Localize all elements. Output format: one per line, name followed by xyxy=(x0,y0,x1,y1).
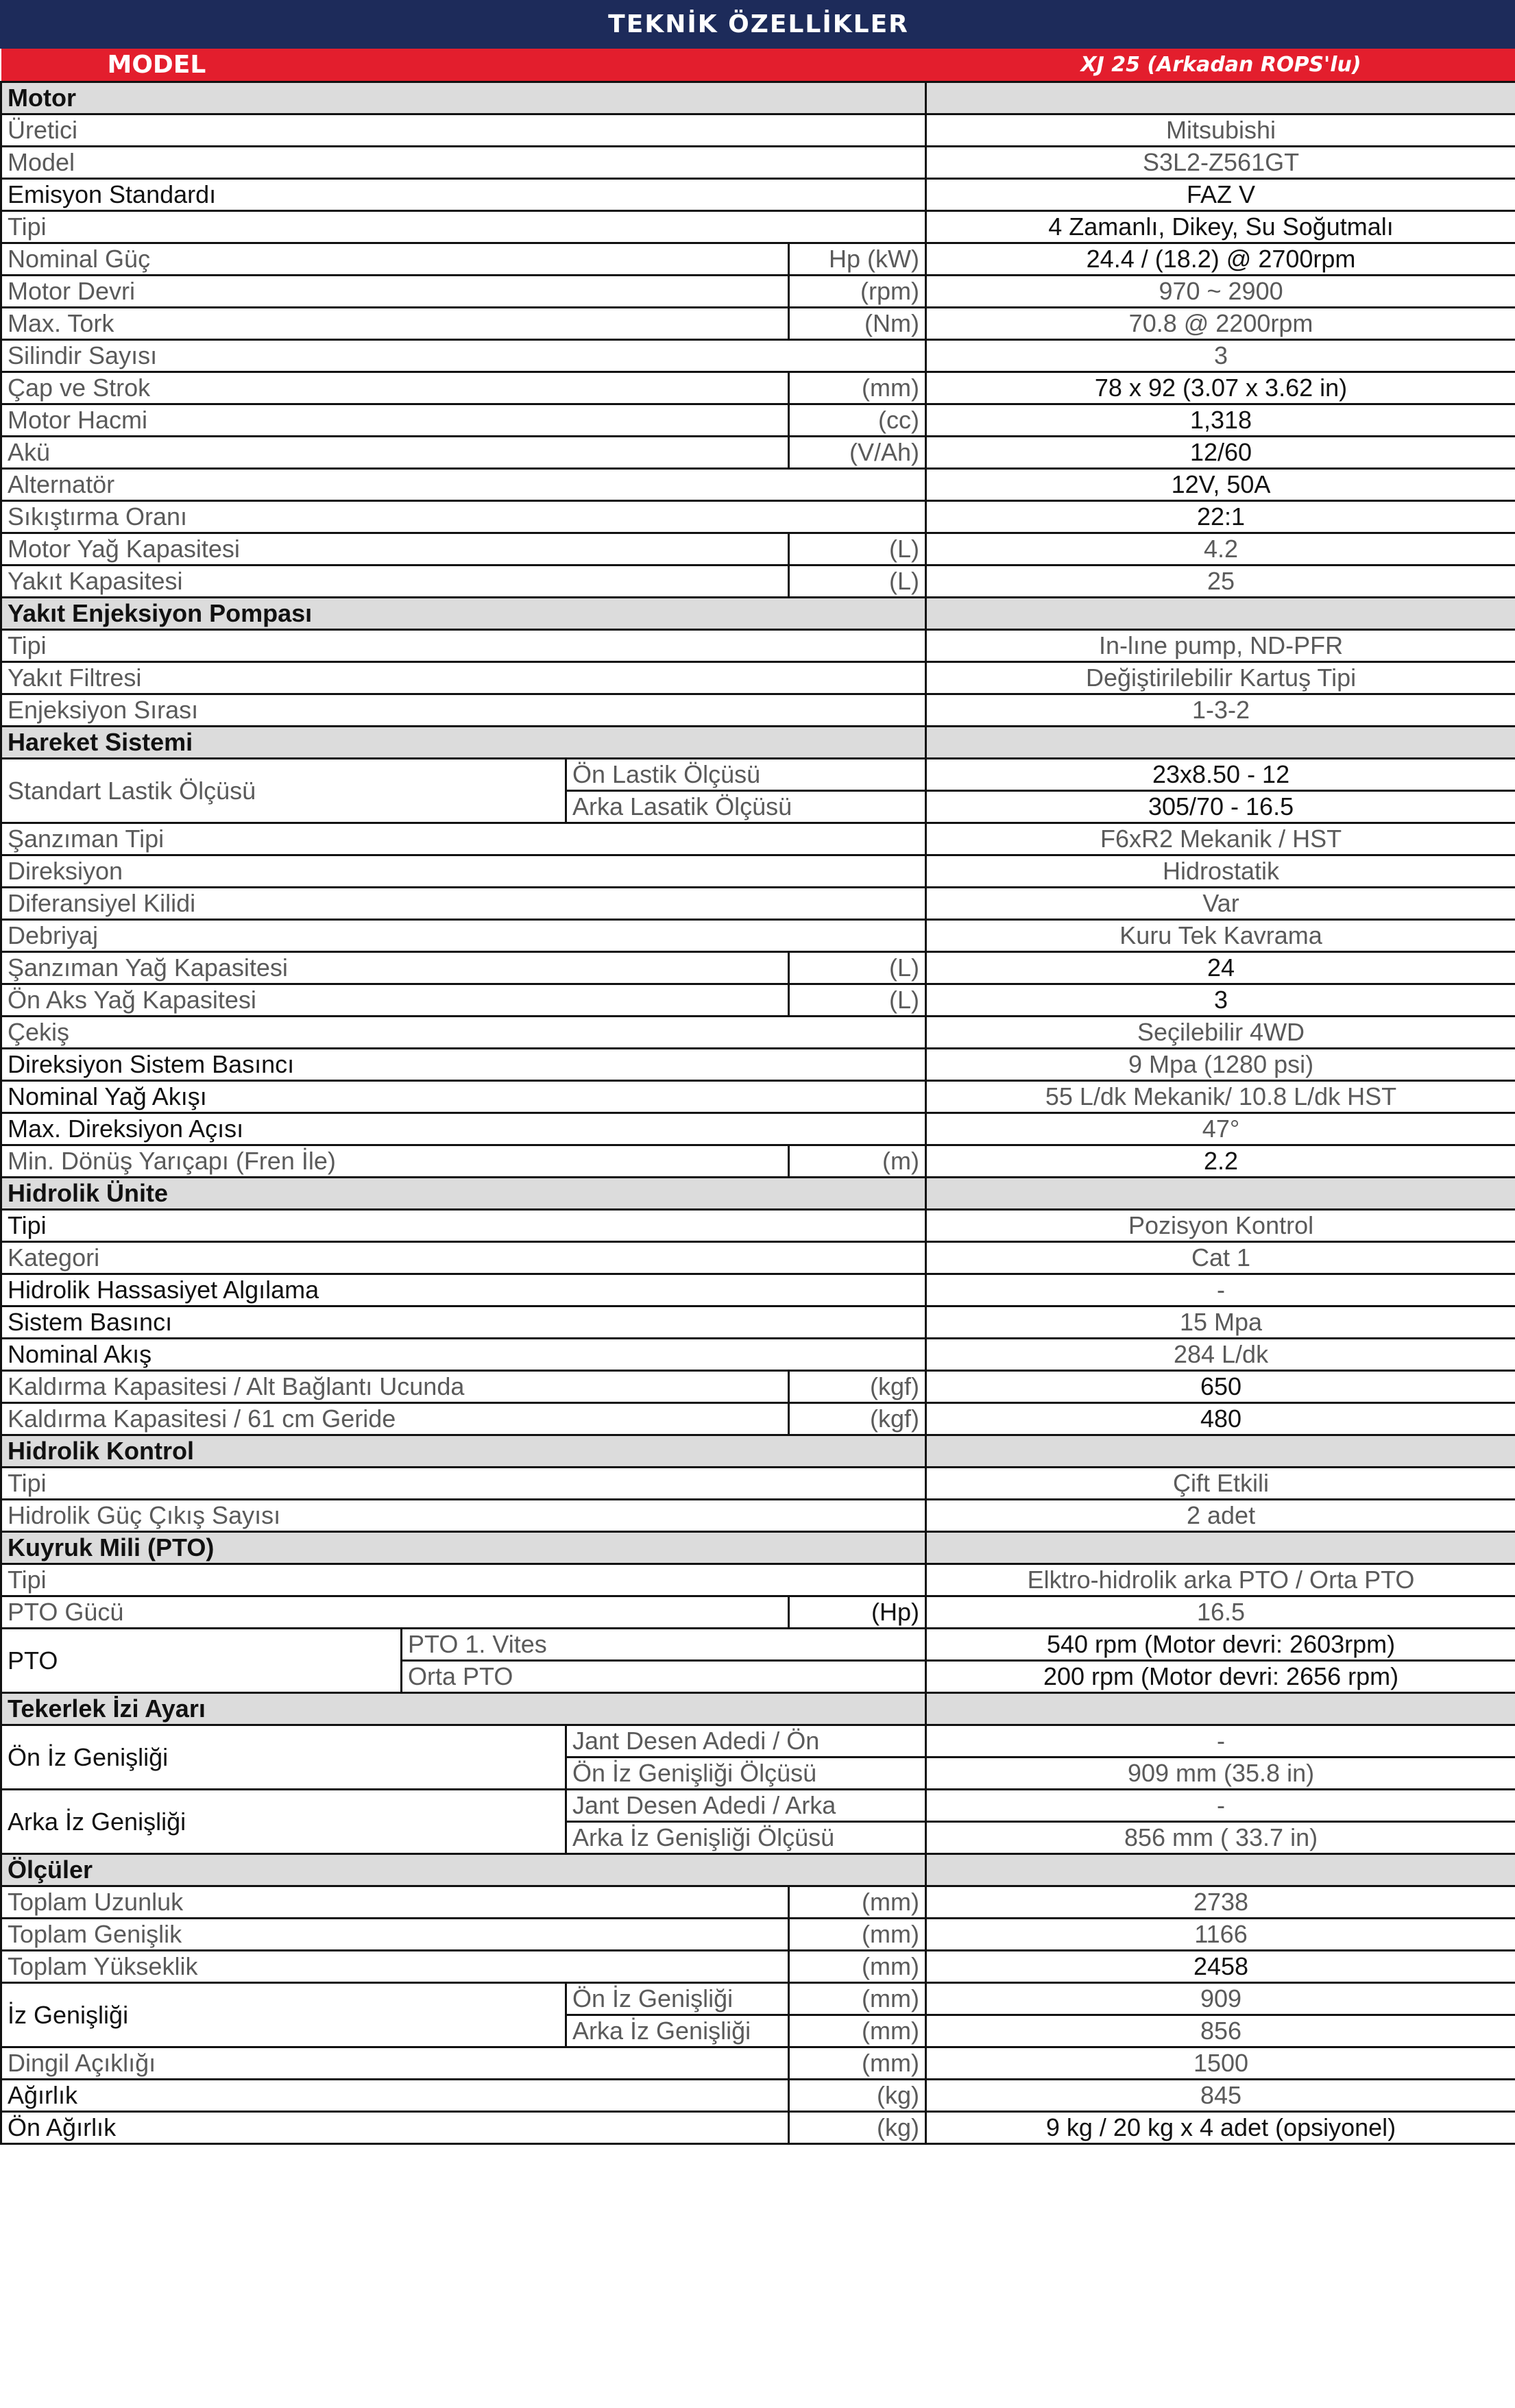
spec-value: 55 L/dk Mekanik/ 10.8 L/dk HST xyxy=(926,1081,1515,1113)
spec-value: - xyxy=(926,1274,1515,1306)
spec-row xyxy=(1,1145,1515,1178)
spec-unit: Hp (kW) xyxy=(789,243,926,276)
spec-label: Dingil Açıklığı xyxy=(1,2047,789,2080)
spec-sub-label: Ön İz Genişliği Ölçüsü xyxy=(566,1758,926,1790)
spec-group-label: Ön İz Genişliği xyxy=(1,1725,566,1790)
spec-row xyxy=(1,984,1515,1017)
spec-row xyxy=(1,1210,1515,1242)
spec-label: Diferansiyel Kilidi xyxy=(1,888,926,920)
spec-label: Kategori xyxy=(1,1242,926,1274)
spec-value: 650 xyxy=(926,1371,1515,1403)
spec-row xyxy=(1,1500,1515,1532)
spec-label: Çap ve Strok xyxy=(1,372,789,404)
spec-row xyxy=(1,1919,1515,1951)
spec-label: PTO Gücü xyxy=(1,1596,789,1629)
spec-row xyxy=(1,243,1515,276)
spec-label: Tipi xyxy=(1,1210,926,1242)
spec-unit: (V/Ah) xyxy=(789,437,926,469)
spec-row xyxy=(1,2047,1515,2080)
spec-row xyxy=(1,501,1515,533)
spec-row xyxy=(1,1629,1515,1661)
section-header-row xyxy=(1,598,1515,630)
spec-label: Silindir Sayısı xyxy=(1,340,926,372)
spec-label: Tipi xyxy=(1,1468,926,1500)
spec-row xyxy=(1,1339,1515,1371)
spec-unit: (kgf) xyxy=(789,1403,926,1435)
spec-value: Değiştirilebilir Kartuş Tipi xyxy=(926,662,1515,694)
spec-unit: (mm) xyxy=(789,1919,926,1951)
spec-label: Yakıt Filtresi xyxy=(1,662,926,694)
spec-unit: (L) xyxy=(789,565,926,598)
section-header-row xyxy=(1,1693,1515,1725)
spec-group-label: PTO xyxy=(1,1629,402,1693)
spec-unit: (kg) xyxy=(789,2112,926,2144)
spec-value: 70.8 @ 2200rpm xyxy=(926,308,1515,340)
spec-sub-label: Orta PTO xyxy=(402,1661,926,1693)
spec-row xyxy=(1,759,1515,791)
spec-label: Kaldırma Kapasitesi / Alt Bağlantı Ucunda xyxy=(1,1371,789,1403)
spec-row xyxy=(1,2112,1515,2144)
spec-label: Direksiyon xyxy=(1,855,926,888)
spec-label: Nominal Güç xyxy=(1,243,789,276)
spec-value: 24.4 / (18.2) @ 2700rpm xyxy=(926,243,1515,276)
spec-value: Seçilebilir 4WD xyxy=(926,1017,1515,1049)
spec-group-label: Standart Lastik Ölçüsü xyxy=(1,759,566,823)
spec-value: - xyxy=(926,1790,1515,1822)
spec-label: Enjeksiyon Sırası xyxy=(1,694,926,727)
spec-label: Sistem Basıncı xyxy=(1,1306,926,1339)
spec-label: Ön Ağırlık xyxy=(1,2112,789,2144)
spec-value: Var xyxy=(926,888,1515,920)
spec-row xyxy=(1,1564,1515,1596)
spec-unit: (kgf) xyxy=(789,1371,926,1403)
spec-row xyxy=(1,340,1515,372)
spec-value: FAZ V xyxy=(926,179,1515,211)
spec-row xyxy=(1,694,1515,727)
spec-unit: (cc) xyxy=(789,404,926,437)
section-header-row xyxy=(1,727,1515,759)
spec-unit: (mm) xyxy=(789,1951,926,1983)
spec-row xyxy=(1,1468,1515,1500)
spec-label: Alternatör xyxy=(1,469,926,501)
spec-row xyxy=(1,630,1515,662)
spec-label: Akü xyxy=(1,437,789,469)
spec-label: Toplam Genişlik xyxy=(1,1919,789,1951)
spec-label: Model xyxy=(1,147,926,179)
spec-value: 47° xyxy=(926,1113,1515,1145)
spec-row xyxy=(1,823,1515,855)
spec-label: Çekiş xyxy=(1,1017,926,1049)
spec-label: Direksiyon Sistem Basıncı xyxy=(1,1049,926,1081)
spec-value: F6xR2 Mekanik / HST xyxy=(926,823,1515,855)
section-title: Hidrolik Kontrol xyxy=(1,1435,926,1468)
spec-row xyxy=(1,1886,1515,1919)
spec-value: 4 Zamanlı, Dikey, Su Soğutmalı xyxy=(926,211,1515,243)
spec-sub-label: PTO 1. Vites xyxy=(402,1629,926,1661)
spec-unit: (L) xyxy=(789,952,926,984)
spec-unit: (mm) xyxy=(789,2015,926,2047)
spec-label: Sıkıştırma Oranı xyxy=(1,501,926,533)
spec-row xyxy=(1,1081,1515,1113)
spec-value: 9 Mpa (1280 psi) xyxy=(926,1049,1515,1081)
spec-row xyxy=(1,147,1515,179)
spec-row xyxy=(1,1113,1515,1145)
spec-label: Tipi xyxy=(1,1564,926,1596)
spec-row xyxy=(1,1790,1515,1822)
section-header-row xyxy=(1,1854,1515,1886)
spec-unit: (Nm) xyxy=(789,308,926,340)
spec-value: 540 rpm (Motor devri: 2603rpm) xyxy=(926,1629,1515,1661)
spec-value: 25 xyxy=(926,565,1515,598)
spec-row xyxy=(1,855,1515,888)
section-title: Motor xyxy=(1,82,926,114)
spec-row xyxy=(1,1596,1515,1629)
spec-row xyxy=(1,662,1515,694)
section-value-blank xyxy=(926,1435,1515,1468)
spec-row xyxy=(1,2080,1515,2112)
spec-row xyxy=(1,1725,1515,1758)
section-title: Tekerlek İzi Ayarı xyxy=(1,1693,926,1725)
spec-label: Motor Yağ Kapasitesi xyxy=(1,533,789,565)
spec-label: Motor Hacmi xyxy=(1,404,789,437)
spec-value: 2.2 xyxy=(926,1145,1515,1178)
spec-value: 970 ~ 2900 xyxy=(926,276,1515,308)
spec-unit: (Hp) xyxy=(789,1596,926,1629)
spec-value: 23x8.50 - 12 xyxy=(926,759,1515,791)
spec-value: 12V, 50A xyxy=(926,469,1515,501)
spec-label: Hidrolik Hassasiyet Algılama xyxy=(1,1274,926,1306)
spec-label: Tipi xyxy=(1,211,926,243)
spec-value: 4.2 xyxy=(926,533,1515,565)
section-value-blank xyxy=(926,727,1515,759)
spec-label: Yakıt Kapasitesi xyxy=(1,565,789,598)
spec-value: 2 adet xyxy=(926,1500,1515,1532)
spec-row xyxy=(1,1049,1515,1081)
spec-row xyxy=(1,533,1515,565)
spec-value: Pozisyon Kontrol xyxy=(926,1210,1515,1242)
section-value-blank xyxy=(926,82,1515,114)
spec-value: 856 mm ( 33.7 in) xyxy=(926,1822,1515,1854)
spec-sub-label: Arka Lasatik Ölçüsü xyxy=(566,791,926,823)
spec-row xyxy=(1,1403,1515,1435)
spec-value: 200 rpm (Motor devri: 2656 rpm) xyxy=(926,1661,1515,1693)
spec-label: Şanzıman Tipi xyxy=(1,823,926,855)
section-value-blank xyxy=(926,598,1515,630)
spec-row xyxy=(1,1951,1515,1983)
spec-unit: (mm) xyxy=(789,1983,926,2015)
spec-value: 2738 xyxy=(926,1886,1515,1919)
spec-label: Motor Devri xyxy=(1,276,789,308)
spec-unit: (m) xyxy=(789,1145,926,1178)
section-header-row xyxy=(1,1435,1515,1468)
spec-sub-label: Ön İz Genişliği xyxy=(566,1983,789,2015)
spec-value: 1-3-2 xyxy=(926,694,1515,727)
spec-row xyxy=(1,404,1515,437)
spec-row xyxy=(1,179,1515,211)
spec-value: In-lıne pump, ND-PFR xyxy=(926,630,1515,662)
section-title: Kuyruk Mili (PTO) xyxy=(1,1532,926,1564)
spec-value: Cat 1 xyxy=(926,1242,1515,1274)
spec-row xyxy=(1,1274,1515,1306)
spec-unit: (mm) xyxy=(789,372,926,404)
spec-unit: (mm) xyxy=(789,1886,926,1919)
spec-row xyxy=(1,211,1515,243)
spec-unit: (L) xyxy=(789,984,926,1017)
spec-value: 22:1 xyxy=(926,501,1515,533)
section-value-blank xyxy=(926,1178,1515,1210)
spec-value: 480 xyxy=(926,1403,1515,1435)
spec-row xyxy=(1,1017,1515,1049)
spec-value: Mitsubishi xyxy=(926,114,1515,147)
spec-row xyxy=(1,276,1515,308)
spec-sub-label: Jant Desen Adedi / Ön xyxy=(566,1725,926,1758)
spec-label: Ön Aks Yağ Kapasitesi xyxy=(1,984,789,1017)
section-header-row xyxy=(1,82,1515,114)
spec-label: Nominal Yağ Akışı xyxy=(1,1081,926,1113)
spec-value: 12/60 xyxy=(926,437,1515,469)
spec-value: 1500 xyxy=(926,2047,1515,2080)
spec-value: 2458 xyxy=(926,1951,1515,1983)
spec-value: Elktro-hidrolik arka PTO / Orta PTO xyxy=(926,1564,1515,1596)
spec-value: 3 xyxy=(926,340,1515,372)
spec-value: Kuru Tek Kavrama xyxy=(926,920,1515,952)
spec-row xyxy=(1,1306,1515,1339)
spec-label: Nominal Akış xyxy=(1,1339,926,1371)
page-title: TEKNİK ÖZELLİKLER xyxy=(1,1,1515,48)
section-value-blank xyxy=(926,1854,1515,1886)
spec-label: Kaldırma Kapasitesi / 61 cm Geride xyxy=(1,1403,789,1435)
spec-row xyxy=(1,308,1515,340)
spec-label: Toplam Yükseklik xyxy=(1,1951,789,1983)
spec-unit: (kg) xyxy=(789,2080,926,2112)
spec-label: Toplam Uzunluk xyxy=(1,1886,789,1919)
spec-group-label: Arka İz Genişliği xyxy=(1,1790,566,1854)
spec-value: 909 mm (35.8 in) xyxy=(926,1758,1515,1790)
spec-value: 909 xyxy=(926,1983,1515,2015)
spec-row xyxy=(1,1371,1515,1403)
spec-value: 78 x 92 (3.07 x 3.62 in) xyxy=(926,372,1515,404)
spec-value: 24 xyxy=(926,952,1515,984)
spec-value: Hidrostatik xyxy=(926,855,1515,888)
spec-value: 16.5 xyxy=(926,1596,1515,1629)
spec-row xyxy=(1,372,1515,404)
section-title: Yakıt Enjeksiyon Pompası xyxy=(1,598,926,630)
spec-value: 15 Mpa xyxy=(926,1306,1515,1339)
section-title: Ölçüler xyxy=(1,1854,926,1886)
spec-value: 284 L/dk xyxy=(926,1339,1515,1371)
spec-label: Max. Tork xyxy=(1,308,789,340)
spec-value: S3L2-Z561GT xyxy=(926,147,1515,179)
spec-unit: (mm) xyxy=(789,2047,926,2080)
section-value-blank xyxy=(926,1693,1515,1725)
spec-value: 1166 xyxy=(926,1919,1515,1951)
spec-label: Ağırlık xyxy=(1,2080,789,2112)
spec-label: Max. Direksiyon Açısı xyxy=(1,1113,926,1145)
model-value: XJ 25 (Arkadan ROPS'lu) xyxy=(926,48,1515,82)
spec-group-label: İz Genişliği xyxy=(1,1983,566,2047)
spec-row xyxy=(1,920,1515,952)
spec-sub-label: Arka İz Genişliği Ölçüsü xyxy=(566,1822,926,1854)
spec-value: 845 xyxy=(926,2080,1515,2112)
spec-value: 305/70 - 16.5 xyxy=(926,791,1515,823)
section-header-row xyxy=(1,1178,1515,1210)
spec-row xyxy=(1,888,1515,920)
spec-label: Min. Dönüş Yarıçapı (Fren İle) xyxy=(1,1145,789,1178)
spec-value: 9 kg / 20 kg x 4 adet (opsiyonel) xyxy=(926,2112,1515,2144)
spec-label: Üretici xyxy=(1,114,926,147)
spec-label: Tipi xyxy=(1,630,926,662)
spec-sub-label: Jant Desen Adedi / Arka xyxy=(566,1790,926,1822)
spec-value: 1,318 xyxy=(926,404,1515,437)
spec-label: Şanzıman Yağ Kapasitesi xyxy=(1,952,789,984)
spec-value: - xyxy=(926,1725,1515,1758)
spec-row xyxy=(1,952,1515,984)
section-value-blank xyxy=(926,1532,1515,1564)
spec-row xyxy=(1,565,1515,598)
model-label: MODEL xyxy=(1,48,926,82)
section-title: Hidrolik Ünite xyxy=(1,1178,926,1210)
spec-label: Emisyon Standardı xyxy=(1,179,926,211)
spec-row xyxy=(1,437,1515,469)
section-title: Hareket Sistemi xyxy=(1,727,926,759)
spec-value: 3 xyxy=(926,984,1515,1017)
spec-row xyxy=(1,1242,1515,1274)
spec-value: Çift Etkili xyxy=(926,1468,1515,1500)
spec-unit: (L) xyxy=(789,533,926,565)
spec-unit: (rpm) xyxy=(789,276,926,308)
spec-value: 856 xyxy=(926,2015,1515,2047)
spec-label: Hidrolik Güç Çıkış Sayısı xyxy=(1,1500,926,1532)
spec-sub-label: Ön Lastik Ölçüsü xyxy=(566,759,926,791)
spec-row xyxy=(1,1983,1515,2015)
spec-sub-label: Arka İz Genişliği xyxy=(566,2015,789,2047)
spec-row xyxy=(1,114,1515,147)
spec-row xyxy=(1,469,1515,501)
spec-label: Debriyaj xyxy=(1,920,926,952)
section-header-row xyxy=(1,1532,1515,1564)
